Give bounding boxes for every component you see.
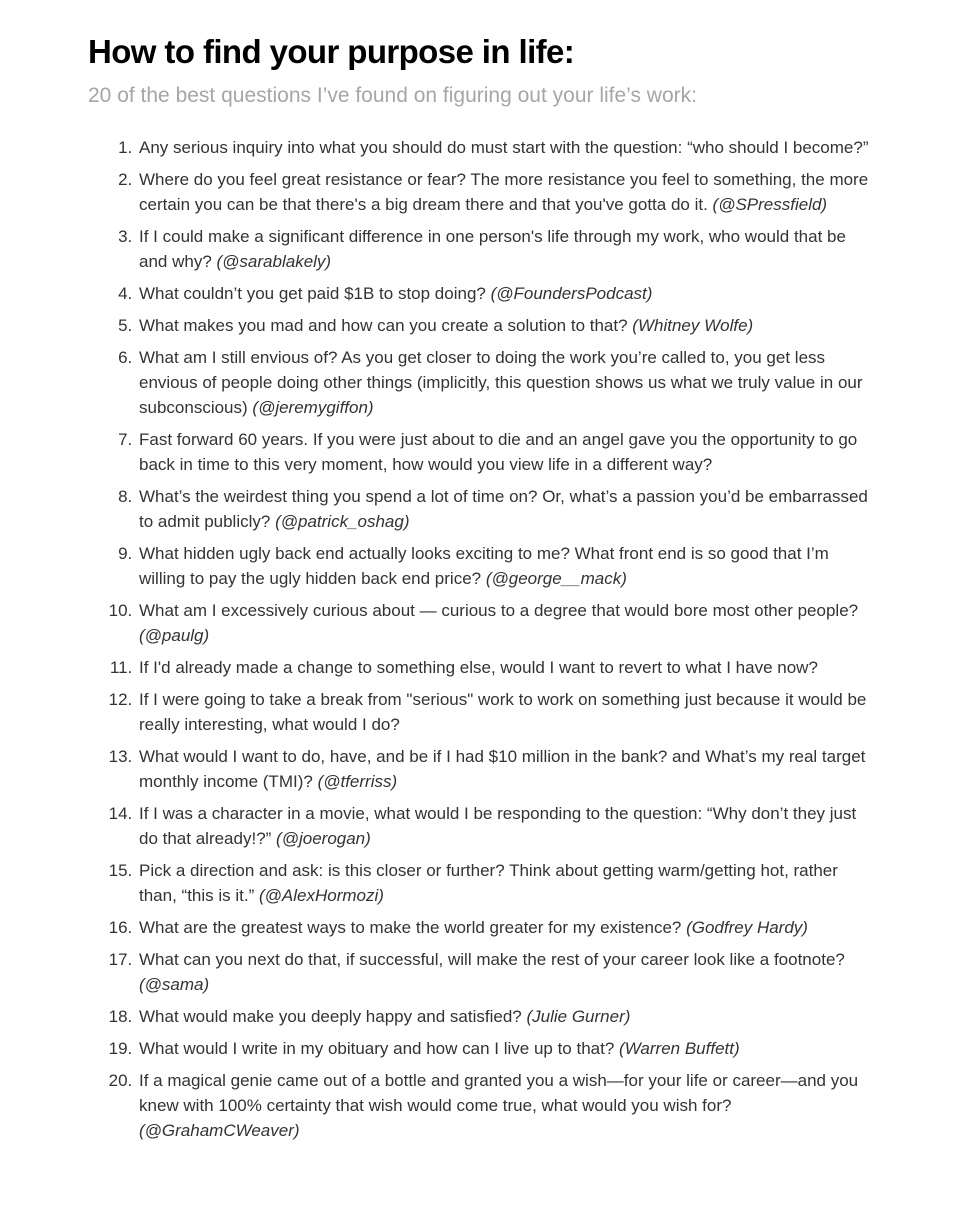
attribution: (@tferriss) — [317, 772, 398, 791]
attribution: (@sarablakely) — [216, 252, 332, 271]
attribution: (@SPressfield) — [712, 195, 828, 214]
list-item — [137, 281, 877, 306]
question-text: Any serious inquiry into what you should do must start with the question: “who should I become?” — [139, 138, 869, 157]
question-text: If I was a character in a movie, what would I be responding to the question: “Why don’t they just do that already!?” — [139, 804, 857, 848]
list-item — [137, 744, 877, 794]
question-text: What couldn’t you get paid $1B to stop doing? — [139, 284, 486, 303]
list-item — [137, 1004, 877, 1029]
attribution: (@jeremygiffon) — [252, 398, 374, 417]
list-item — [137, 135, 877, 160]
list-item — [137, 167, 877, 217]
list-item — [137, 687, 877, 737]
list-item — [137, 598, 877, 648]
question-text: What am I excessively curious about — curious to a degree that would bore most other people? — [139, 601, 859, 620]
list-item — [137, 801, 877, 851]
question-text: What hidden ugly back end actually looks exciting to me? What front end is so good that I’m willing to pay the ugly hidden back end price? — [139, 544, 829, 588]
question-text: If a magical genie came out of a bottle and granted you a wish—for your life or career—and you knew with 100% certainty that wish would come true, what would you wish for? — [139, 1071, 859, 1115]
list-item — [137, 915, 877, 940]
attribution: (Godfrey Hardy) — [686, 918, 808, 937]
question-text: Where do you feel great resistance or fear? The more resistance you feel to something, the more certain you can be that there's a big dream there and that you've gotta do it. — [139, 170, 869, 214]
attribution: (Whitney Wolfe) — [632, 316, 754, 335]
list-item — [137, 541, 877, 591]
question-text: What are the greatest ways to make the world greater for my existence? — [139, 918, 682, 937]
question-text: What can you next do that, if successful, will make the rest of your career look like a footnote? — [139, 950, 845, 969]
attribution: (@patrick_oshag) — [275, 512, 410, 531]
attribution: (@paulg) — [139, 626, 210, 645]
attribution: (Warren Buffett) — [619, 1039, 740, 1058]
list-item — [137, 484, 877, 534]
question-text: What would I want to do, have, and be if I had $10 million in the bank? and What’s my real target monthly income (TMI)? — [139, 747, 866, 791]
list-item — [137, 224, 877, 274]
attribution: (@sama) — [139, 975, 210, 994]
list-item — [137, 655, 877, 680]
list-item — [137, 427, 877, 477]
page-subtitle: 20 of the best questions I’ve found on figuring out your life’s work: — [88, 84, 697, 107]
question-text: Pick a direction and ask: is this closer or further? Think about getting warm/getting hot, rather than, “this is it.” — [139, 861, 838, 905]
question-text: What would make you deeply happy and satisfied? — [139, 1007, 522, 1026]
attribution: (@george__mack) — [485, 569, 627, 588]
attribution: (@GrahamCWeaver) — [139, 1121, 300, 1140]
page-title: How to find your purpose in life: — [88, 33, 575, 70]
question-text: If I could make a significant difference in one person's life through my work, who would that be and why? — [139, 227, 846, 271]
question-text: If I were going to take a break from "serious" work to work on something just because it would be really interesting, what would I do? — [139, 690, 867, 734]
question-text: If I'd already made a change to something else, would I want to revert to what I have now? — [139, 658, 818, 677]
question-text: What’s the weirdest thing you spend a lot of time on? Or, what’s a passion you’d be embarrassed to admit publicly? — [139, 487, 868, 531]
attribution: (@AlexHormozi) — [259, 886, 384, 905]
list-item — [137, 858, 877, 908]
list-item — [137, 1036, 877, 1061]
list-item — [137, 947, 877, 997]
question-text: What makes you mad and how can you create a solution to that? — [139, 316, 628, 335]
attribution: (Julie Gurner) — [526, 1007, 631, 1026]
list-item — [137, 313, 877, 338]
list-item — [137, 345, 877, 420]
attribution: (@FoundersPodcast) — [490, 284, 653, 303]
list-item — [137, 1068, 877, 1143]
questions-list — [88, 135, 877, 1143]
question-text: Fast forward 60 years. If you were just about to die and an angel gave you the opportunity to go back in time to this very moment, how would you view life in a different way? — [139, 430, 858, 474]
attribution: (@joerogan) — [276, 829, 371, 848]
question-text: What am I still envious of? As you get closer to doing the work you’re called to, you get less envious of people doing other things (implicitly, this question shows us what we truly value in our subconscious) — [139, 348, 863, 417]
question-text: What would I write in my obituary and how can I live up to that? — [139, 1039, 615, 1058]
